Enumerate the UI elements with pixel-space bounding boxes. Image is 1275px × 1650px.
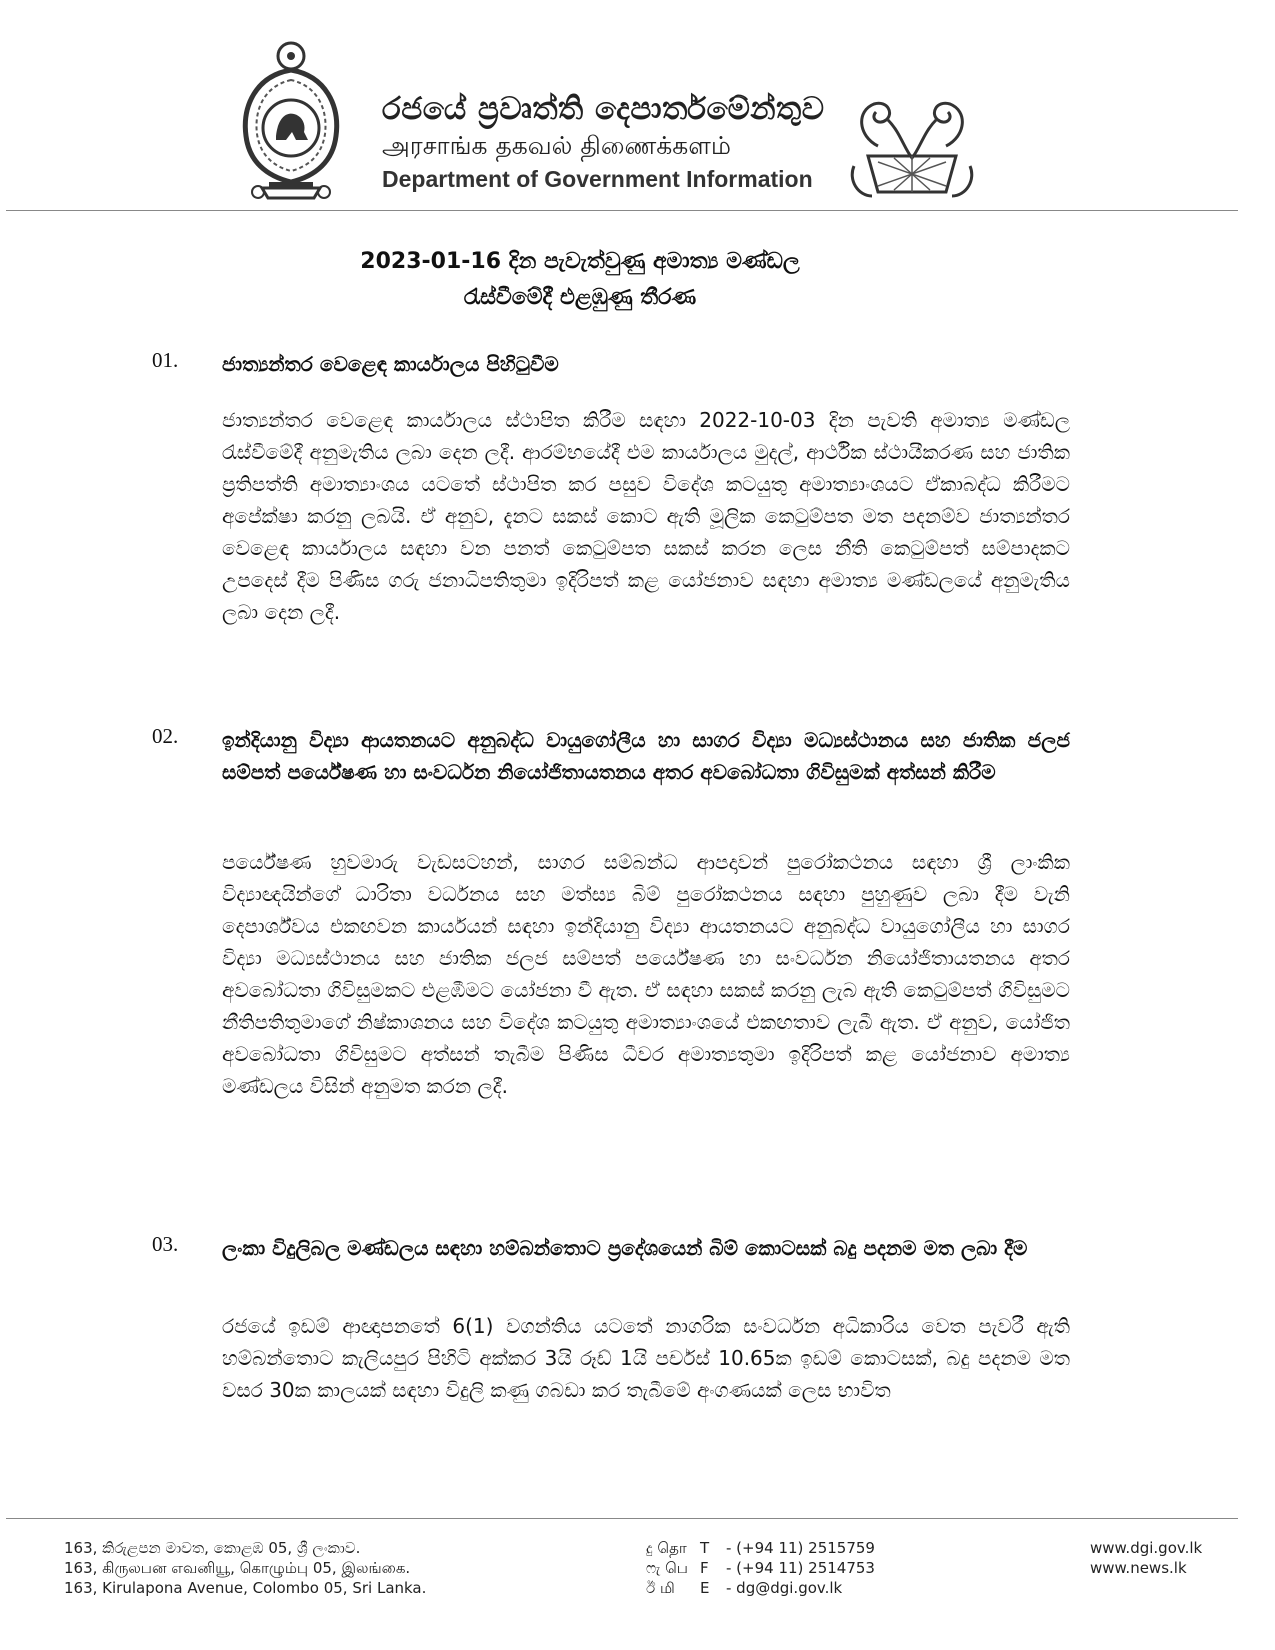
section-heading: ජාත්‍යන්තර වෙළෙඳ කාර්යාලය පිහිටුවීම: [222, 352, 559, 376]
address-english: 163, Kirulapona Avenue, Colombo 05, Sri Lanka.: [64, 1579, 427, 1597]
contact-value: - (+94 11) 2515759: [726, 1539, 875, 1557]
website-news-link[interactable]: www.news.lk: [1090, 1559, 1187, 1577]
contact-fax: [646, 1558, 875, 1578]
address-tamil: 163, கிருலபன எவனியூ, கொழும்பு 05, இலங்கை.: [64, 1559, 411, 1577]
section-body: රජයේ ඉඩම් ආඥාපනතේ 6(1) වගන්තිය යටතේ නාගරික සංවර්ධන අධිකාරිය වෙත පැවරී ඇති හම්බන්තොට කැලියපුර පිහිටි අක්කර 3යි රූඩ් 1යි පර්චස් 10.65ක ඉඩම් කොටසක්, බදු පදනම මත වසර 30ක කාලයක් සඳහා විදුලි කණු ගබඩා කර තැබීමේ අංගණයක් ලෙස භාවිත: [222, 1314, 1070, 1402]
footer-address: [64, 1538, 426, 1598]
contact-value: - (+94 11) 2514753: [726, 1559, 875, 1577]
sri-lanka-emblem-icon: [236, 36, 346, 202]
department-name-english: Department of Government Information: [382, 166, 813, 193]
website-dgi-link[interactable]: www.dgi.gov.lk: [1090, 1539, 1203, 1557]
section-number: 02.: [152, 724, 179, 748]
document-title-line-2: රැස්වීමේදී එළඹුණු තීරණ: [463, 285, 697, 310]
footer-contacts: [646, 1538, 875, 1598]
contact-letter: F: [700, 1559, 709, 1577]
contact-label-local: ඊ மி: [646, 1579, 675, 1597]
footer-divider: [6, 1518, 1238, 1519]
contact-email: [646, 1578, 875, 1598]
contact-value: - dg@dgi.gov.lk: [726, 1579, 843, 1597]
contact-label-local: දු தொ: [646, 1539, 687, 1557]
contact-label-local: ෆැ பெ: [646, 1559, 688, 1577]
header-divider: [6, 210, 1238, 211]
contact-letter: T: [700, 1539, 710, 1557]
section-number: 01.: [152, 348, 179, 372]
department-name-sinhala: රජයේ ප්‍රවෘත්ති දෙපාර්තමේන්තුව: [382, 91, 825, 127]
department-name-tamil: அரசாங்க தகவல் திணைக்களம்: [382, 130, 731, 160]
address-sinhala: 163, කිරුළපන මාවත, කොළඹ 05, ශ්‍රී ලංකාව.: [64, 1539, 361, 1557]
contact-letter: E: [700, 1579, 710, 1597]
section-body: ජාත්‍යන්තර වෙළෙඳ කාර්යාලය ස්ථාපිත කිරීම සඳහා 2022-10-03 දින පැවති අමාත්‍ය මණ්ඩල රැස්වීමේදී අනුමැතිය ලබා දෙන ලදී. ආරම්භයේදී එම කාර්යාලය මුදල්, ආර්ථික ස්ථායීකරණ සහ ජාතික ප්‍රතිපත්ති අමාත්‍යාංශය යටතේ ස්ථාපිත කර පසුව විදේශ කටයුතු අමාත්‍යාංශයට ඒකාබද්ධ කිරීමට අපේක්ෂා කරනු ලබයි. ඒ අනුව, දැනට සකස් කොට ඇති මූලික කෙටුම්පත මත පදනම්ව ජාත්‍යන්තර වෙළෙඳ කාර්යාලය සඳහා වන පනත් කෙටුම්පත සකස් කරන ලෙස නීති කෙටුම්පත් සම්පාදකට උපදෙස් දීම පිණිස ගරු ජනාධිපතිතුමා ඉදිරිපත් කළ යෝජනාව සඳහා අමාත්‍ය මණ්ඩලයේ අනුමැතිය ලබා දෙන ලදී.: [222, 408, 1070, 624]
section-heading: ඉන්දියානු විද්‍යා ආයතනයට අනුබද්ධ වායුගෝලීය හා සාගර විද්‍යා මධ්‍යස්ථානය සහ ජාතික ජලජ සම්පත් පර්යේෂණ හා සංවර්ධන නියෝජිතායතනය අතර අවබෝධතා ගිවිසුමක් අත්සන් කිරීම: [222, 728, 1070, 784]
footer-websites: [1090, 1538, 1202, 1578]
section-heading: ලංකා විදුලිබල මණ්ඩලය සඳහා හම්බන්තොට ප්‍රදේශයෙන් බිම් කොටසක් බදු පදනම මත ලබා දීම: [222, 1236, 1028, 1260]
department-name-block: [382, 92, 832, 193]
swan-ornament-icon: [848, 96, 976, 204]
document-title-line-1: 2023-01-16 දින පැවැත්වුණු අමාත්‍ය මණ්ඩල: [360, 249, 800, 274]
document-title: [300, 244, 860, 316]
letterhead: [0, 0, 1275, 215]
section-body: පර්යේෂණ හුවමාරු වැඩසටහන්, සාගර සම්බන්ධ ආපදාවන් පුරෝකථනය සඳහා ශ්‍රී ලාංකික විද්‍යාඥයින්ගේ ධාරිතා වර්ධනය සහ මත්ස්‍ය බිම් පුරෝකථනය සඳහා පුහුණුව ලබා දීම වැනි දෙපාර්ශ්වය එකඟවන කාර්යයන් සඳහා ඉන්දියානු විද්‍යා ආයතනයට අනුබද්ධ වායුගෝලීය හා සාගර විද්‍යා මධ්‍යස්ථානය සහ ජාතික ජලජ සම්පත් පර්යේෂණ හා සංවර්ධන නියෝජිතායතනය අතර අවබෝධතා ගිවිසුමකට එළඹීමට යෝජනා වී ඇත. ඒ සඳහා සකස් කරනු ලැබ ඇති කෙටුම්පත් ගිවිසුමට නීතිපතිතුමාගේ නිෂ්කාශනය සහ විදේශ කටයුතු අමාත්‍යාංශයේ එකඟතාව ලැබී ඇත. ඒ අනුව, යෝජිත අවබෝධතා ගිවිසුමට අත්සන් තැබීම පිණිස ධීවර අමාත්‍යතුමා ඉදිරිපත් කළ යෝජනාව අමාත්‍ය මණ්ඩලය විසින් අනුමත කරන ලදී.: [222, 850, 1070, 1098]
contact-telephone: [646, 1538, 875, 1558]
section-number: 03.: [152, 1232, 179, 1256]
